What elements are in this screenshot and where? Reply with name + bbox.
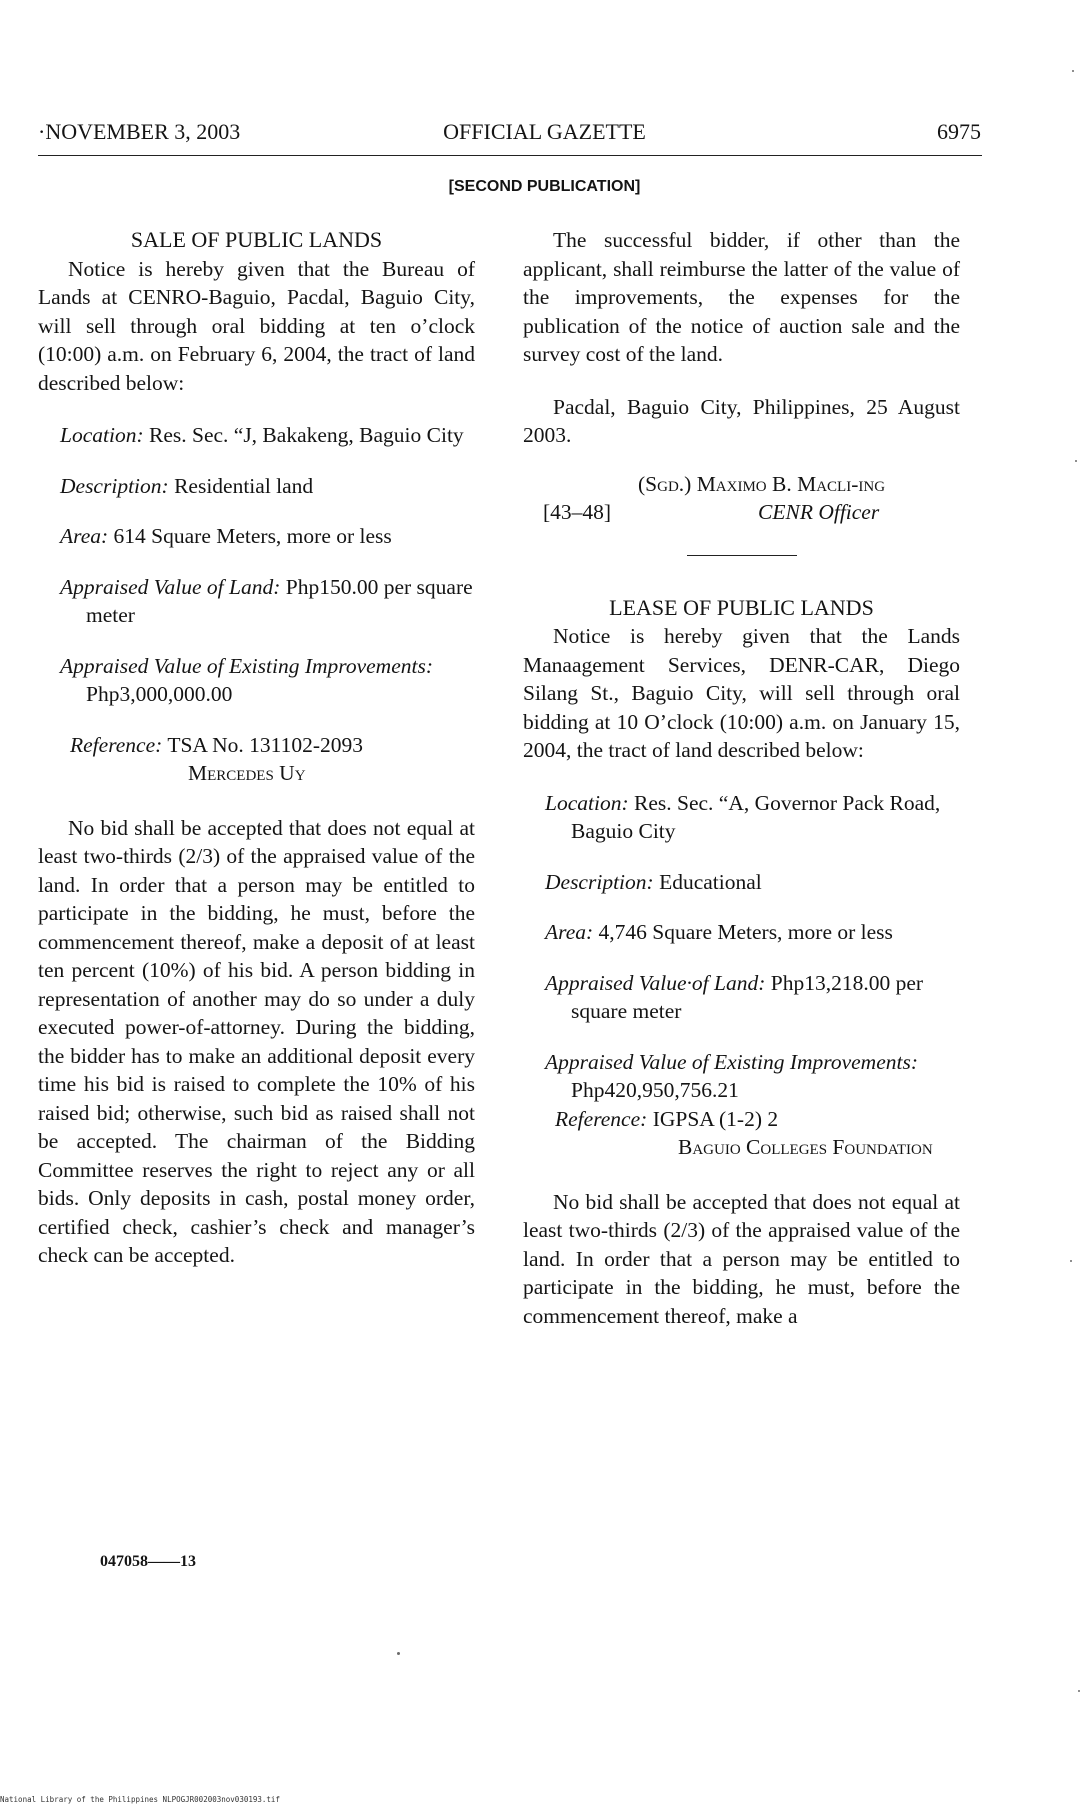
lease-reference-value: IGPSA (1-2) 2 — [652, 1106, 779, 1131]
sale-appraised-land-value: Php150.00 per square meter — [86, 574, 473, 627]
lease-description — [523, 868, 960, 897]
sale-appraised-land-label: Appraised Value of Land: — [60, 574, 281, 599]
right-column — [523, 226, 960, 1330]
sale-signature-block — [523, 470, 960, 527]
sale-description-value: Residential land — [174, 473, 314, 498]
sale-conditions: No bid shall be accepted that does not equal at least two-thirds (2/3) of the appraised value of the land. In order that a person may be entitled to participate in the bidding, he must, before the commencement thereof, make a deposit of at least ten percent (10%) of his bid. A person bidding in representation of another may do so under a duly executed power-of-attorney. During the bidding, the bidder has to make an additional deposit every time his bid is raised to complete the 10% of his raised bid; otherwise, such bid as raised shall not be accepted. The chairman of the Bidding Committee reserves the right to reject any or all bids. Only deposits in cash, postal money order, certified check, cashier’s check and manager’s check can be accepted. — [38, 815, 475, 1267]
sale-location-label: Location: — [60, 423, 144, 447]
sale-appraised-improvements-value: Php3,000,000.00 — [86, 682, 233, 706]
header-date: ·NOVEMBER 3, 2003 — [38, 119, 241, 144]
lease-appraised-improvements-value: Php420,950,756.21 — [571, 1078, 739, 1102]
sale-description-label: Description: — [60, 473, 169, 498]
scan-speck — [1072, 70, 1074, 72]
lease-reference — [523, 1105, 960, 1162]
sale-location-value: Res. Sec. “J, Bakakeng, Baguio City — [148, 423, 464, 447]
sale-reimbursement: The successful bidder, if other than the applicant, shall reimburse the latter of the value of the improvements, the expenses for the publication of the notice of auction sale and the survey cost of the land. — [523, 228, 960, 366]
scan-speck — [1070, 1260, 1072, 1262]
sale-appraised-improvements-label: Appraised Value of Existing Improvements: — [60, 653, 433, 678]
lease-location-label: Location: — [545, 790, 629, 815]
lease-area-label: Area: — [545, 920, 594, 944]
sale-area — [38, 522, 475, 551]
sale-description — [38, 472, 475, 501]
scan-speck — [1075, 460, 1077, 462]
lease-appraised-land-label: Appraised Value·of Land: — [545, 970, 766, 995]
lease-description-value: Educational — [659, 869, 762, 894]
lease-location — [523, 789, 960, 846]
scan-speck — [397, 1652, 400, 1655]
scan-speck — [1078, 1690, 1080, 1692]
lease-area-value: 4,746 Square Meters, more or less — [598, 920, 893, 944]
sale-reference-value: TSA No. 131102-2093 — [167, 732, 364, 757]
sale-appraised-improvements — [38, 652, 475, 709]
lease-location-value: Res. Sec. “A, Governor Pack Road, Baguio City — [571, 790, 941, 843]
header-rule — [38, 155, 982, 156]
sale-signature: (Sgd.) Maximo B. Macli-ing — [638, 471, 886, 496]
left-column — [38, 226, 475, 1270]
sale-publication-id: [43–48] — [543, 500, 612, 524]
footer-source: National Library of the Philippines NLPOGJR002003nov030193.tif — [0, 1795, 280, 1804]
lease-conditions: No bid shall be accepted that does not equal at least two-thirds (2/3) of the appraised value of the land. In order that a person may be entitled to participate in the bidding, he must, before the commencement thereof, make a — [523, 1189, 960, 1328]
sale-reference-name: Mercedes Uy — [188, 761, 306, 785]
sale-reference — [38, 731, 475, 788]
lease-appraised-improvements — [523, 1048, 960, 1105]
print-number: 047058——13 — [100, 1553, 196, 1570]
lease-description-label: Description: — [545, 869, 654, 894]
section-divider — [687, 555, 797, 556]
lease-reference-label: Reference: — [555, 1106, 648, 1131]
lease-title: LEASE OF PUBLIC LANDS — [609, 594, 874, 620]
publication-tag: [SECOND PUBLICATION] — [448, 178, 641, 195]
sale-reference-label: Reference: — [70, 732, 163, 757]
sale-title: SALE OF PUBLIC LANDS — [130, 227, 383, 252]
lease-appraised-land — [523, 969, 960, 1026]
sale-area-value: 614 Square Meters, more or less — [113, 524, 392, 548]
lease-intro: Notice is hereby given that the Lands Manaagement Services, DENR-CAR, Diego Silang St., Baguio City, will sell through oral bidding at 10 O’clock (10:00) a.m. on January 15, 2004, the tract of land described below: — [523, 624, 960, 762]
sale-signatory-title: CENR Officer — [758, 500, 880, 524]
gazette-title: OFFICIAL GAZETTE — [443, 119, 646, 144]
sale-area-label: Area: — [60, 524, 109, 548]
sale-place-date: Pacdal, Baguio City, Philippines, 25 August 2003. — [523, 394, 960, 447]
lease-reference-name: Baguio Colleges Foundation — [678, 1135, 933, 1159]
sale-location — [38, 421, 475, 450]
sale-intro: Notice is hereby given that the Bureau of Lands at CENRO-Baguio, Pacdal, Baguio City, will sell through oral bidding at ten o’clock (10:00) a.m. on February 6, 2004, the tract of land described below: — [38, 256, 475, 395]
page-number: 6975 — [937, 119, 981, 144]
lease-appraised-improvements-label: Appraised Value of Existing Improvements: — [545, 1049, 918, 1074]
lease-area — [523, 918, 960, 947]
lease-appraised-land-value: Php13,218.00 per square meter — [571, 970, 924, 1023]
sale-appraised-land — [38, 573, 475, 630]
